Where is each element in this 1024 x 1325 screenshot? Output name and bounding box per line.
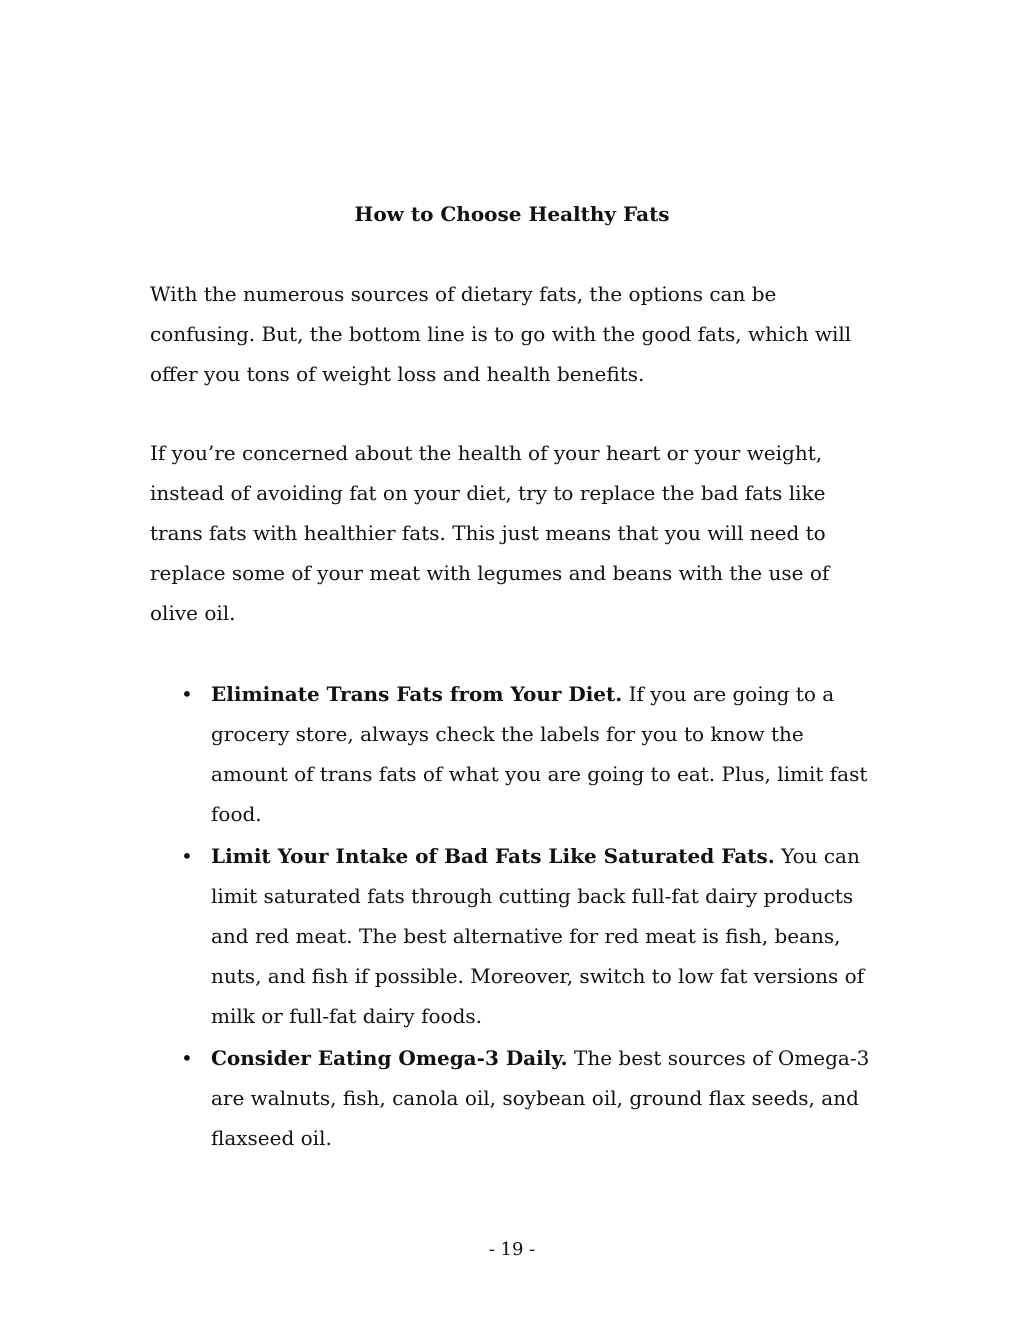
body-paragraph-2: If you’re concerned about the health of your heart or your weight, instead of avoiding fat on your diet, try to replace the bad fats like trans fats with healthier fats. This just means that you will need to replace some of your meat with legumes and beans with the use of olive oil. — [150, 441, 830, 625]
list-item-heading: Limit Your Intake of Bad Fats Like Saturated Fats. — [211, 844, 775, 868]
page-number: - 19 - — [488, 1239, 536, 1260]
bullet-icon: • — [181, 844, 193, 868]
list-item-text: The best sources of Omega-3 are walnuts, fish, canola oil, soybean oil, ground flax seeds, and flaxseed oil. — [211, 1046, 870, 1150]
list-item — [150, 1038, 874, 1158]
list-item — [150, 836, 874, 1036]
body-paragraph-1: With the numerous sources of dietary fats, the options can be confusing. But, the bottom line is to go with the good fats, which will offer you tons of weight loss and health benefits. — [150, 282, 852, 386]
list-item-text: You can limit saturated fats through cutting back full-fat dairy products and red meat. The best alternative for red meat is fish, beans, nuts, and fish if possible. Moreover, switch to low fat versions of milk or full-fat dairy foods. — [211, 844, 865, 1028]
list-item-heading: Eliminate Trans Fats from Your Diet. — [211, 682, 623, 706]
list-item-text: If you are going to a grocery store, always check the labels for you to know the amount of trans fats of what you are going to eat. Plus, limit fast food. — [211, 682, 868, 826]
list-item-heading: Consider Eating Omega-3 Daily. — [211, 1046, 568, 1070]
bullet-icon: • — [181, 682, 193, 706]
list-item — [150, 674, 874, 834]
bullet-icon: • — [181, 1046, 193, 1070]
healthy-fats-tips-list — [150, 674, 874, 1160]
page-title: How to Choose Healthy Fats — [354, 202, 670, 226]
